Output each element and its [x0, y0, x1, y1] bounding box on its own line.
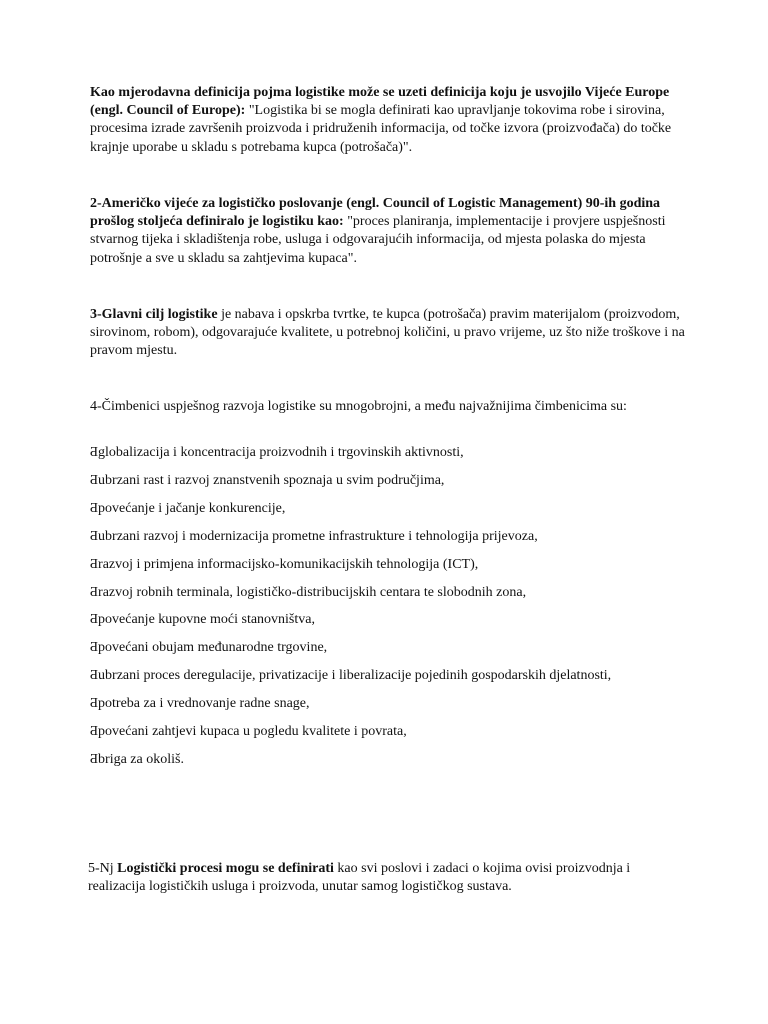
list-item: Ƌpovećanje i jačanje konkurencije,: [90, 501, 286, 516]
paragraph-text: kao svi poslovi i zadaci o kojima ovisi proizvodnja i realizacija logističkih usluga i proizvoda, unutar samog logističkog sustava.: [88, 861, 631, 895]
list-item: Ƌrazvoj robnih terminala, logističko-distribucijskih centara te slobodnih zona,: [90, 585, 527, 600]
list-item: Ƌubrzani proces deregulacije, privatizacije i liberalizacije pojedinih gospodarskih djelatnosti,: [90, 668, 612, 683]
paragraph-logistic-processes: [88, 860, 688, 896]
paragraph-bold-lead: Kao mjerodavna definicija pojma logistike može se uzeti definicija koju je usvojilo Vijeće Europe (engl. Council of Europe):: [90, 85, 670, 119]
list-item: Ƌpovećani obujam međunarodne trgovine,: [90, 640, 328, 655]
paragraph-bold-lead: Logistički procesi mogu se definirati: [117, 861, 334, 876]
paragraph-council-of-europe-definition: [90, 84, 690, 157]
list-item: Ƌubrzani razvoj i modernizacija prometne infrastrukture i tehnologija prijevoza,: [90, 529, 538, 544]
paragraph-main-goal: [90, 306, 690, 361]
list-item: Ƌpovećanje kupovne moći stanovništva,: [90, 612, 315, 627]
paragraph-text: 4-Čimbenici uspješnog razvoja logistike su mnogobrojni, a među najvažnijima čimbenicima su:: [90, 399, 627, 414]
paragraph-prefix: 5-ǋ: [88, 861, 118, 876]
list-item: Ƌpovećani zahtjevi kupaca u pogledu kvalitete i povrata,: [90, 724, 407, 739]
list-item: Ƌubrzani rast i razvoj znanstvenih spoznaja u svim područjima,: [90, 473, 445, 488]
paragraph-bold-lead: 3-Glavni cilj logistike: [90, 307, 218, 322]
list-item: Ƌpotreba za i vrednovanje radne snage,: [90, 696, 310, 711]
paragraph-bold-lead: 2-Američko vijeće za logističko poslovanje (engl. Council of Logistic Management) 90-ih godina prošlog stoljeća definiralo je logistiku kao:: [90, 196, 661, 230]
list-item: Ƌglobalizacija i koncentracija proizvodnih i trgovinskih aktivnosti,: [90, 445, 464, 460]
paragraph-american-council-definition: [90, 195, 690, 268]
paragraph-text: je nabava i opskrba tvrtke, te kupca (potrošača) pravim materijalom (proizvodom, sirovinom, robom), odgovarajuće kvalitete, u potrebnoj količini, u pravo vrijeme, uz što niže troškove i na pravom mjestu.: [90, 307, 685, 359]
list-item: Ƌbriga za okoliš.: [90, 752, 184, 767]
paragraph-factors-intro: [90, 398, 690, 416]
paragraph-text: "Logistika bi se mogla definirati kao upravljanje tokovima robe i sirovina, procesima izrade završenih proizvoda i pridruženih informacija, od točke izvora (proizvođača) do točke krajnje uporabe u skladu s potrebama kupca (potrošača)".: [90, 103, 672, 155]
list-item: Ƌrazvoj i primjena informacijsko-komunikacijskih tehnologija (ICT),: [90, 557, 479, 572]
paragraph-text: "proces planiranja, implementacije i provjere uspješnosti stvarnog tijeka i skladištenja robe, usluga i odgovarajućih informacija, od mjesta polaska do mjesta potrošnje a sve u skladu sa zahtjevima kupaca".: [90, 214, 666, 266]
